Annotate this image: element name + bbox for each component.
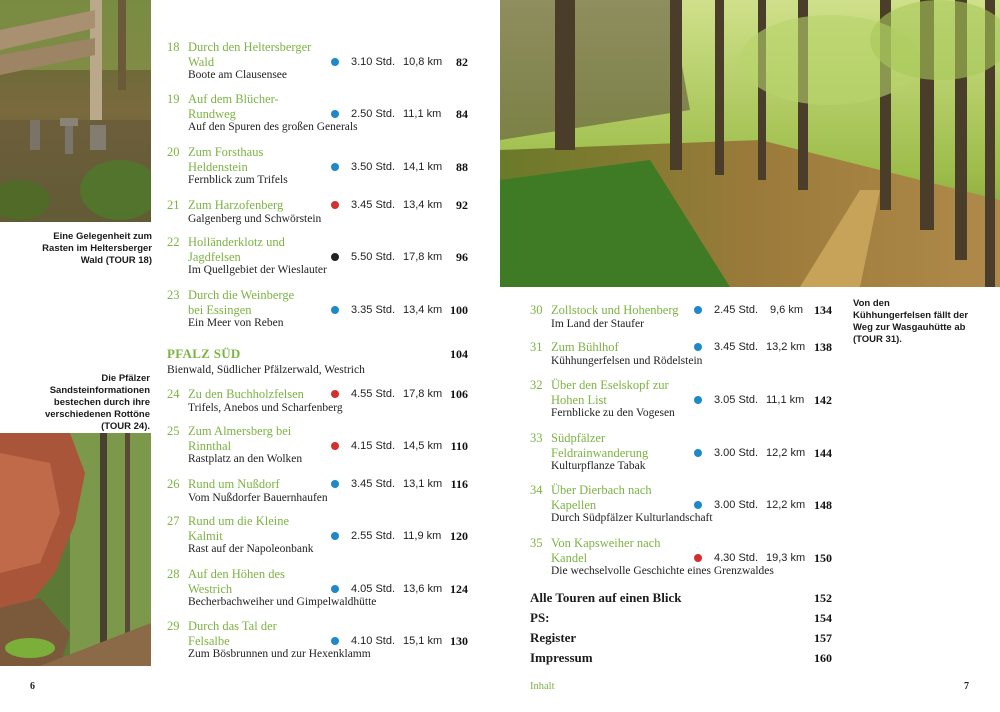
tour-number: 21 [167, 198, 180, 212]
tour-distance: 11,9 km [403, 530, 442, 542]
tour-page: 110 [450, 439, 468, 453]
tour-number: 19 [167, 92, 180, 106]
tour-number: 32 [530, 378, 543, 392]
toc-entry[interactable] [167, 288, 477, 332]
tour-number: 33 [530, 431, 543, 445]
tour-page: 144 [814, 446, 832, 460]
toc-entry[interactable] [530, 378, 835, 422]
tour-number: 24 [167, 387, 180, 401]
tour-title: Zum Almersberg bei Rinnthal [188, 424, 292, 453]
tour-duration: 3.10 Std. [351, 56, 396, 68]
tour-subtitle: Durch Südpfälzer Kulturlandschaft [551, 512, 713, 524]
folio-label: Inhalt [530, 681, 555, 692]
tour-duration: 3.45 Std. [714, 341, 759, 353]
tour-title: Von Kapsweiher nach Kandel [551, 536, 661, 565]
tour-duration: 2.45 Std. [714, 304, 759, 316]
appendix-page-overview: 152 [814, 591, 832, 605]
section-page: 104 [450, 347, 468, 361]
tour-distance: 14,5 km [403, 440, 443, 452]
tour-title: Zum Harzofenberg [188, 198, 284, 212]
tour-title: Zum Forsthaus Heldenstein [188, 145, 264, 174]
tour-title: Zum Bühlhof [551, 340, 619, 354]
tour-distance: 15,1 km [403, 635, 443, 647]
difficulty-dot [331, 163, 339, 171]
toc-entry[interactable] [167, 424, 477, 468]
tour-title: Durch die Weinberge bei Essingen [188, 288, 295, 317]
tour-distance: 12,2 km [766, 447, 806, 459]
difficulty-dot [694, 449, 702, 457]
tour-title: Über den Eselskopf zur Hohen List [551, 378, 669, 407]
tour-duration: 4.30 Std. [714, 552, 759, 564]
tour-distance: 17,8 km [403, 251, 443, 263]
tour-distance: 11,1 km [766, 394, 805, 406]
tour-number: 18 [167, 40, 180, 54]
appendix-label-ps[interactable]: PS: [530, 610, 550, 625]
tour-duration: 3.45 Std. [351, 199, 396, 211]
difficulty-dot [331, 306, 339, 314]
rest-area-photo [0, 0, 151, 222]
right-page [500, 0, 1000, 712]
toc-entry[interactable] [530, 431, 835, 475]
tour-subtitle: Vom Nußdorfer Bauernhaufen [188, 492, 328, 504]
toc-entry[interactable] [530, 536, 835, 580]
tour-page: 130 [450, 634, 468, 648]
toc-entry[interactable] [530, 483, 835, 527]
difficulty-dot [331, 480, 339, 488]
tour-page: 92 [456, 198, 468, 212]
tour-duration: 4.05 Std. [351, 583, 396, 595]
sandstone-photo [0, 433, 151, 666]
tour-subtitle: Trifels, Anebos und Scharfenberg [188, 402, 343, 414]
tour-subtitle: Ein Meer von Reben [188, 317, 284, 329]
tour-distance: 9,6 km [770, 304, 804, 316]
tour-page: 134 [814, 303, 832, 317]
tour-title: Über Dierbach nach Kapellen [551, 483, 652, 512]
difficulty-dot [331, 637, 339, 645]
tour-duration: 4.10 Std. [351, 635, 396, 647]
difficulty-dot [331, 58, 339, 66]
tour-duration: 3.45 Std. [351, 478, 396, 490]
tour-distance: 13,2 km [766, 341, 806, 353]
tour-duration: 2.50 Std. [351, 108, 396, 120]
tour-page: 124 [450, 582, 468, 596]
appendix-label-overview[interactable]: Alle Touren auf einen Blick [530, 590, 682, 605]
tour-subtitle: Becherbachweiher und Gimpelwaldhütte [188, 596, 377, 608]
tour-number: 20 [167, 145, 180, 159]
tour-title: Rund um Nußdorf [188, 477, 280, 491]
tour-number: 34 [530, 483, 543, 497]
toc-entry[interactable] [167, 619, 477, 663]
tour-number: 22 [167, 235, 180, 249]
toc-entry[interactable] [167, 40, 477, 84]
page-number-right: 7 [964, 681, 969, 692]
tour-page: 82 [456, 55, 468, 69]
appendix-page-register: 157 [814, 631, 832, 645]
difficulty-dot [331, 110, 339, 118]
appendix-page-impressum: 160 [814, 651, 832, 665]
tour-number: 23 [167, 288, 180, 302]
photo-caption-right: Von den Kühhungerfelsen fällt der Weg zur Wasgauhütte ab (TOUR 31). [853, 298, 969, 345]
tour-duration: 3.00 Std. [714, 447, 759, 459]
tour-page: 116 [450, 477, 468, 491]
tour-subtitle: Auf den Spuren des großen Generals [188, 121, 358, 133]
tour-subtitle: Im Quellgebiet der Wieslauter [188, 264, 327, 276]
tour-title: Südpfälzer Feldrainwanderung [551, 431, 649, 460]
tour-duration: 3.05 Std. [714, 394, 759, 406]
tour-subtitle: Zum Bösbrunnen und zur Hexenklamm [188, 648, 371, 660]
tour-duration: 3.35 Std. [351, 304, 396, 316]
photo-caption-top: Eine Gelegenheit zum Rasten im Heltersberger Wald (TOUR 18) [42, 231, 152, 266]
section-subtitle: Bienwald, Südlicher Pfälzerwald, Westrich [167, 364, 365, 376]
toc-entry[interactable] [167, 387, 477, 417]
tour-distance: 14,1 km [403, 161, 443, 173]
tour-page: 106 [450, 387, 468, 401]
difficulty-dot [694, 554, 702, 562]
tour-number: 27 [167, 514, 180, 528]
difficulty-dot [331, 390, 339, 398]
appendix-page-ps: 154 [814, 611, 832, 625]
tour-number: 26 [167, 477, 180, 491]
tour-page: 148 [814, 498, 832, 512]
tour-title: Auf dem Blücher-Rundweg [188, 92, 279, 121]
tour-page: 96 [456, 250, 468, 264]
tour-distance: 12,2 km [766, 499, 806, 511]
tour-distance: 13,6 km [403, 583, 443, 595]
difficulty-dot [694, 396, 702, 404]
appendix-label-register[interactable]: Register [530, 630, 577, 645]
tour-page: 120 [450, 529, 468, 543]
tour-subtitle: Rastplatz an den Wolken [188, 453, 303, 465]
tour-duration: 3.00 Std. [714, 499, 759, 511]
difficulty-dot [694, 306, 702, 314]
tour-title: Zollstock und Hohenberg [551, 303, 679, 317]
toc-entry[interactable] [530, 340, 835, 370]
photo-caption-bottom: Die Pfälzer Sandsteinformationen bestechen durch ihre verschiedenen Rottöne (TOUR 24). [44, 373, 150, 432]
tour-page: 142 [814, 393, 832, 407]
tour-distance: 19,3 km [766, 552, 806, 564]
tour-subtitle: Im Land der Staufer [551, 318, 644, 330]
tour-distance: 13,1 km [403, 478, 443, 490]
tour-title: Durch das Tal der Felsalbe [188, 619, 277, 648]
forest-path-photo [500, 0, 1000, 287]
tour-subtitle: Fernblick zum Trifels [188, 174, 288, 186]
difficulty-dot [694, 343, 702, 351]
tour-page: 88 [456, 160, 468, 174]
toc-entry[interactable] [167, 567, 477, 611]
difficulty-dot [331, 442, 339, 450]
tour-number: 35 [530, 536, 543, 550]
difficulty-dot [331, 253, 339, 261]
tour-number: 30 [530, 303, 543, 317]
toc-entry[interactable] [167, 145, 477, 189]
tour-subtitle: Galgenberg und Schwörstein [188, 213, 322, 225]
tour-number: 31 [530, 340, 543, 354]
tour-distance: 11,1 km [403, 108, 442, 120]
tour-title: Auf den Höhen des Westrich [188, 567, 285, 596]
tour-duration: 2.55 Std. [351, 530, 396, 542]
tour-title: Durch den Heltersberger Wald [188, 40, 312, 69]
tour-title: Zu den Buchholzfelsen [188, 387, 304, 401]
difficulty-dot [331, 585, 339, 593]
toc-entry[interactable] [167, 514, 477, 558]
tour-subtitle: Rast auf der Napoleonbank [188, 543, 314, 555]
tour-subtitle: Kulturpflanze Tabak [551, 460, 646, 472]
tour-page: 138 [814, 340, 832, 354]
tour-number: 29 [167, 619, 180, 633]
toc-entry[interactable] [530, 303, 835, 333]
tour-distance: 17,8 km [403, 388, 443, 400]
page-number-left: 6 [30, 681, 35, 692]
tour-subtitle: Die wechselvolle Geschichte eines Grenzwaldes [551, 565, 774, 577]
appendix-label-impressum[interactable]: Impressum [530, 650, 593, 665]
tour-page: 84 [456, 107, 468, 121]
tour-page: 150 [814, 551, 832, 565]
difficulty-dot [694, 501, 702, 509]
section-title: PFALZ SÜD [167, 346, 241, 361]
tour-subtitle: Boote am Clausensee [188, 69, 288, 81]
tour-number: 25 [167, 424, 180, 438]
toc-entry[interactable] [167, 477, 477, 507]
tour-distance: 13,4 km [403, 199, 443, 211]
tour-duration: 4.15 Std. [351, 440, 396, 452]
tour-number: 28 [167, 567, 180, 581]
toc-entry[interactable] [167, 235, 477, 279]
tour-subtitle: Kühhungerfelsen und Rödelstein [551, 355, 703, 367]
toc-entry[interactable] [167, 92, 477, 136]
tour-duration: 4.55 Std. [351, 388, 396, 400]
tour-page: 100 [450, 303, 468, 317]
tour-duration: 3.50 Std. [351, 161, 396, 173]
tour-duration: 5.50 Std. [351, 251, 396, 263]
tour-title: Holländerklotz und Jagdfelsen [188, 235, 285, 264]
difficulty-dot [331, 201, 339, 209]
toc-entry[interactable] [167, 198, 477, 228]
tour-title: Rund um die Kleine Kalmit [188, 514, 290, 543]
difficulty-dot [331, 532, 339, 540]
tour-distance: 13,4 km [403, 304, 443, 316]
tour-distance: 10,8 km [403, 56, 443, 68]
tour-subtitle: Fernblicke zu den Vogesen [551, 407, 675, 419]
